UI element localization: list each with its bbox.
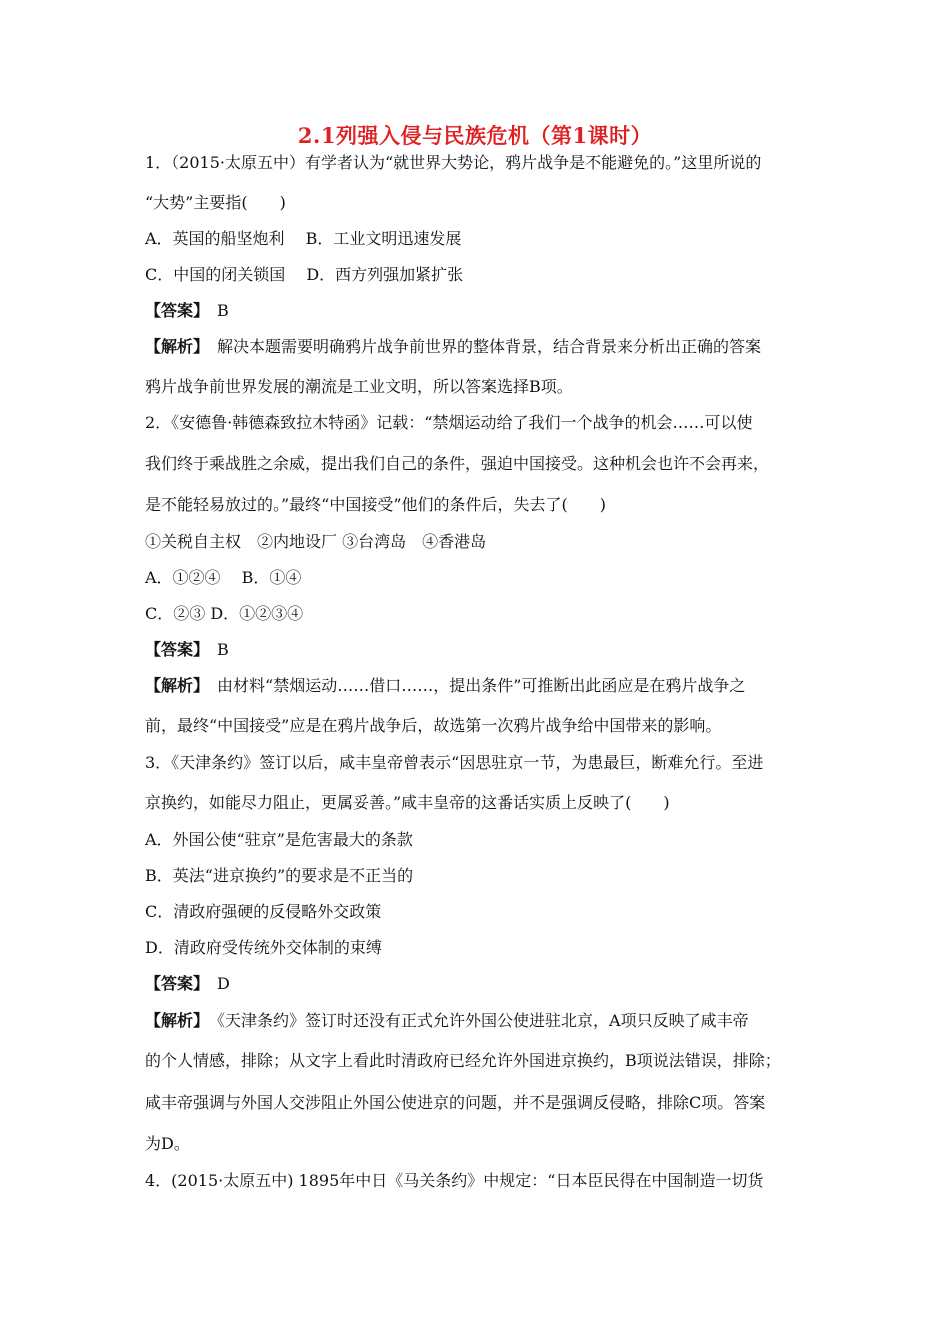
q3-analysis-line-4: 为D。: [145, 1134, 190, 1153]
q3-option-d: D．清政府受传统外交体制的束缚: [145, 938, 382, 957]
q3-analysis-line-2: 的个人情感，排除；从文字上看此时清政府已经允许外国进京换约，B项说法错误，排除；: [145, 1051, 781, 1070]
analysis-label: 【解析】: [145, 1011, 202, 1030]
q3-answer: [145, 973, 230, 995]
q1-options-cd: C．中国的闭关锁国 D．西方列强加紧扩张: [145, 265, 464, 284]
q2-stem-line-3: 是不能轻易放过的。”最终“中国接受”他们的条件后，失去了( ): [145, 495, 607, 514]
analysis-label: 【解析】: [145, 337, 202, 356]
analysis-text: 由材料“禁烟运动……借口……，提出条件”可推断出此函应是在鸦片战争之: [217, 676, 746, 695]
q3-option-b: B．英法“进京换约”的要求是不正当的: [145, 866, 414, 885]
q2-analysis-line-2: 前，最终“中国接受”应是在鸦片战争后，故选第一次鸦片战争给中国带来的影响。: [145, 716, 722, 735]
q2-options-cd: C．②③ D．①②③④: [145, 604, 304, 623]
analysis-label: 【解析】: [145, 676, 202, 695]
q1-analysis: [145, 336, 761, 358]
answer-value: D: [217, 974, 230, 993]
q4-stem-line-1: 4．(2015·太原五中) 1895年中日《马关条约》中规定：“日本臣民得在中国制造一切货: [145, 1171, 764, 1190]
q2-stem-line-2: 我们终于乘战胜之余威，提出我们自己的条件，强迫中国接受。这种机会也许不会再来，: [145, 454, 770, 473]
analysis-text: 《天津条约》签订时还没有正式允许外国公使进驻北京，A项只反映了咸丰帝: [217, 1011, 749, 1030]
q2-answer: [145, 639, 229, 661]
q2-analysis: [145, 675, 745, 697]
answer-value: B: [217, 640, 229, 659]
q1-stem-line-1: 1．（2015·太原五中）有学者认为“就世界大势论，鸦片战争是不能避免的。”这里所说的: [145, 153, 762, 172]
q3-stem-line-2: 京换约，如能尽力阻止，更属妥善。”咸丰皇帝的这番话实质上反映了( ): [145, 793, 670, 812]
q1-stem-line-2: “大势”主要指( ): [145, 193, 286, 212]
q1-analysis-line-2: 鸦片战争前世界发展的潮流是工业文明，所以答案选择B项。: [145, 377, 573, 396]
q3-analysis-line-3: 咸丰帝强调与外国人交涉阻止外国公使进京的问题，并不是强调反侵略，排除C项。答案: [145, 1093, 766, 1112]
q3-option-c: C．清政府强硬的反侵略外交政策: [145, 902, 382, 921]
q2-stem-line-1: 2．《安德鲁·韩德森致拉木特函》记载：“禁烟运动给了我们一个战争的机会……可以使: [145, 413, 753, 432]
answer-label: 【答案】: [145, 640, 202, 659]
q3-option-a: A．外国公使“驻京”是危害最大的条款: [145, 830, 413, 849]
answer-value: B: [217, 301, 229, 320]
q3-analysis: [145, 1010, 749, 1032]
document-title: 2.1列强入侵与民族危机（第1课时）: [297, 123, 653, 148]
q1-options-ab: A．英国的船坚炮利 B．工业文明迅速发展: [145, 229, 462, 248]
analysis-text: 解决本题需要明确鸦片战争前世界的整体背景，结合背景来分析出正确的答案: [217, 337, 762, 356]
q2-items: ①关税自主权 ②内地设厂 ③台湾岛 ④香港岛: [145, 532, 487, 551]
answer-label: 【答案】: [145, 974, 202, 993]
q1-answer: [145, 300, 229, 322]
q2-options-ab: A．①②④ B．①④: [145, 568, 302, 587]
q3-stem-line-1: 3．《天津条约》签订以后，咸丰皇帝曾表示“因思驻京一节，为患最巨，断难允行。至进: [145, 753, 764, 772]
answer-label: 【答案】: [145, 301, 202, 320]
